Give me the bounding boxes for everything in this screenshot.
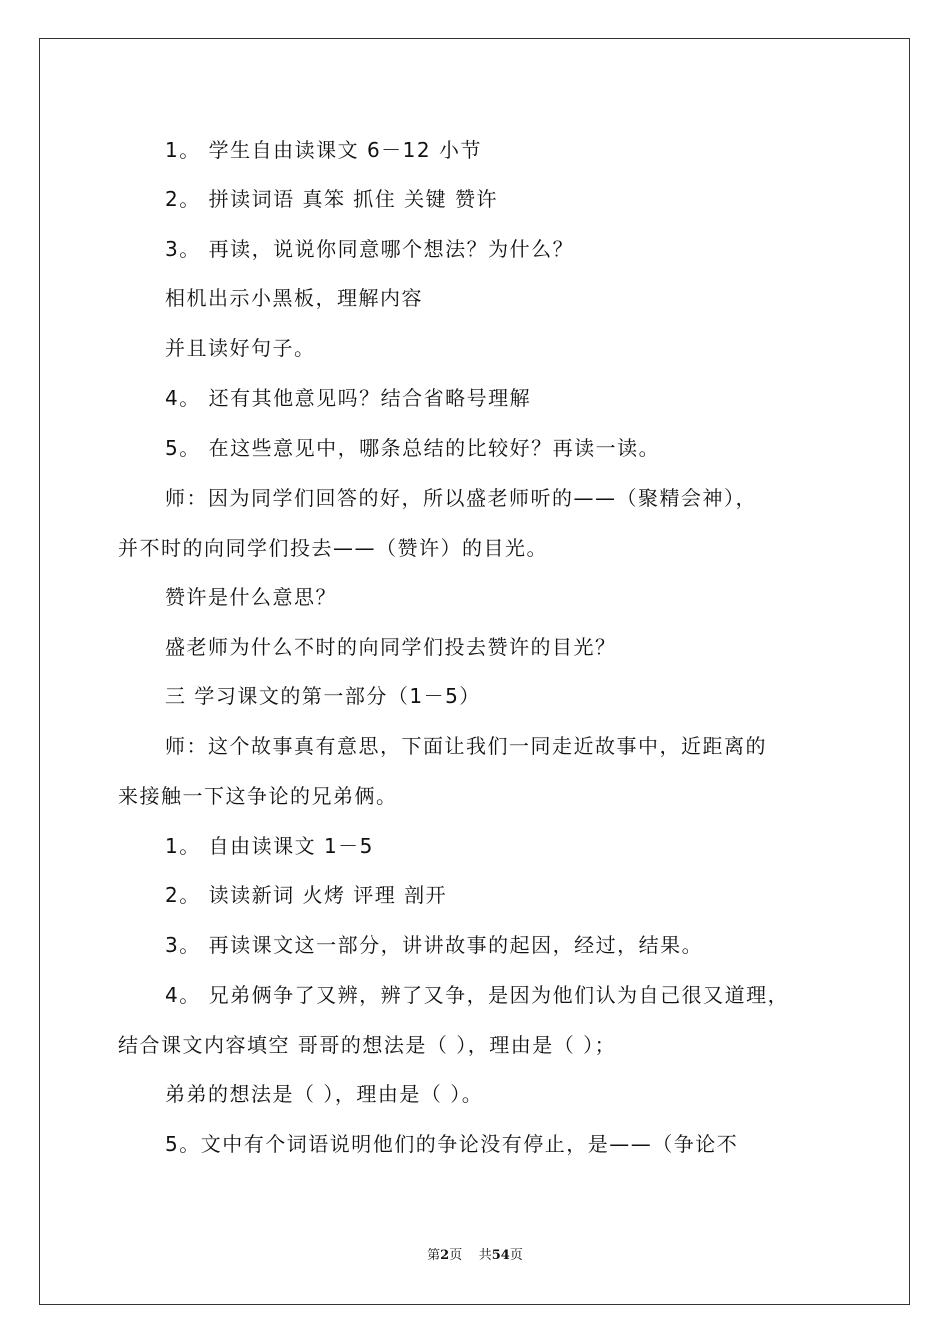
text-line: 师：因为同学们回答的好，所以盛老师听的——（聚精会神）， [165,486,757,510]
text-line: 3。 再读课文这一部分，讲讲故事的起因，经过，结果。 [165,933,704,957]
text-line: 1。 自由读课文 1－5 [165,834,374,858]
text-line: 师：这个故事真有意思，下面让我们一同走近故事中，近距离的 [165,734,767,758]
page-footer [0,1248,950,1264]
text-line: 赞许是什么意思？ [165,585,337,609]
total-pages: 54 [491,1248,510,1263]
text-line: 并不时的向同学们投去——（赞许）的目光。 [118,536,548,560]
total-pages-suffix: 页 [509,1248,523,1263]
page-number-suffix: 页 [449,1248,463,1263]
text-line: 并且读好句子。 [165,336,316,360]
text-line: 结合课文内容填空 哥哥的想法是（ ），理由是（ ）； [118,1033,617,1057]
text-line: 2。 拼读词语 真笨 抓住 关键 赞许 [165,187,499,211]
text-line: 4。 还有其他意见吗？结合省略号理解 [165,386,532,410]
page-number: 2 [440,1248,450,1263]
text-line: 相机出示小黑板，理解内容 [165,286,423,310]
text-line: 5。文中有个词语说明他们的争论没有停止，是——（争论不 [165,1132,739,1156]
text-line: 4。 兄弟俩争了又辨，辨了又争，是因为他们认为自己很又道理， [165,983,790,1007]
total-pages-prefix: 共 [478,1248,492,1263]
text-line: 盛老师为什么不时的向同学们投去赞许的目光？ [165,635,617,659]
text-line: 2。 读读新词 火烤 评理 剖开 [165,883,448,907]
text-line: 1。 学生自由读课文 6－12 小节 [165,138,482,162]
section-heading: 三 学习课文的第一部分（1－5） [165,684,481,708]
text-line: 弟弟的想法是（ ），理由是（ ）。 [165,1082,484,1106]
text-line: 5。 在这些意见中，哪条总结的比较好？再读一读。 [165,436,661,460]
text-line: 3。 再读，说说你同意哪个想法？为什么？ [165,237,575,261]
page-border [39,38,910,1305]
text-line: 来接触一下这争论的兄弟俩。 [118,784,398,808]
page-number-prefix: 第 [427,1248,441,1263]
